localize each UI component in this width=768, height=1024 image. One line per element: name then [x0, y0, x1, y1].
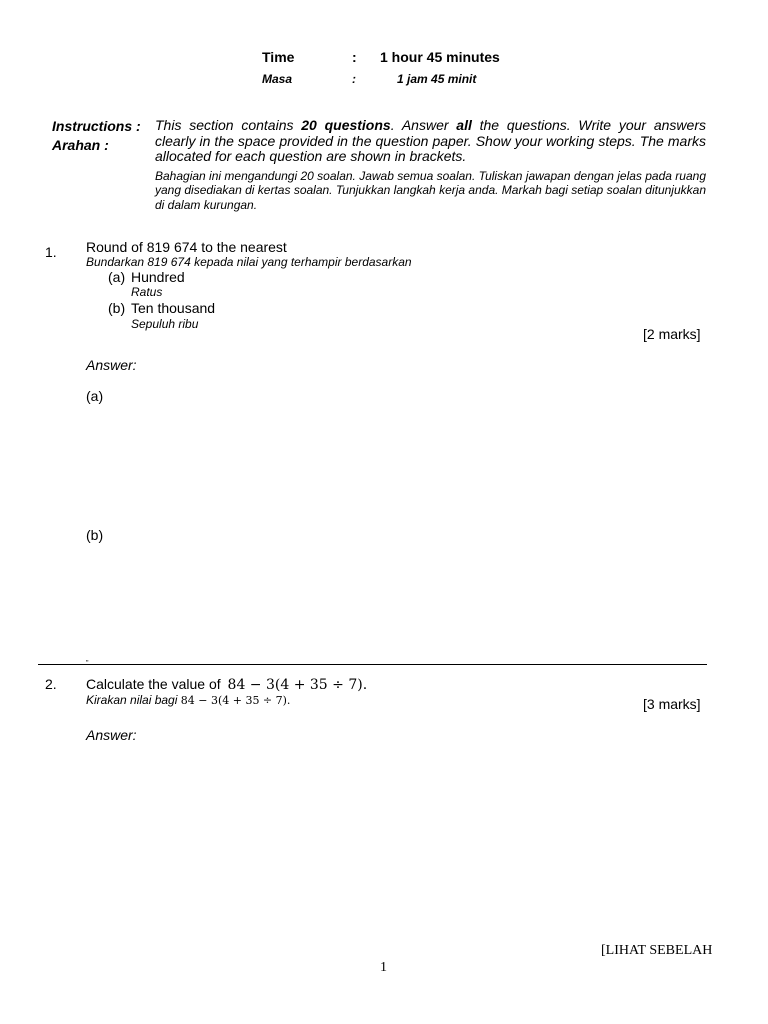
instructions-en-bold-all: all: [456, 117, 472, 133]
instructions-malay: Bahagian ini mengandungi 20 soalan. Jawab semua soalan. Tuliskan jawapan dengan jelas pada ruang yang disediakan di kertas soalan. Tunjukkan langkah kerja anda. Markah bagi setiap soalan ditunjukkan di dalam kurungan.: [155, 168, 706, 212]
q1-part-b-label: (b): [108, 300, 126, 316]
arahan-label: Arahan :: [52, 137, 109, 153]
masa-value: 1 jam 45 minit: [397, 72, 477, 86]
q2-text-en: Calculate the value of: [86, 676, 221, 692]
q2-answer-label: Answer:: [86, 727, 137, 743]
time-value: 1 hour 45 minutes: [380, 49, 500, 65]
q2-number: 2.: [45, 676, 57, 692]
instructions-body: [155, 118, 706, 212]
q2-text-my-line: [86, 693, 290, 707]
q1-part-a-my: Ratus: [131, 285, 163, 299]
q2-marks: [3 marks]: [643, 696, 701, 712]
q1-answer-label: Answer:: [86, 357, 137, 373]
q1-number: 1.: [45, 244, 57, 260]
instructions-en-part3: the questions. Write your answers clearly in the space provided in the question paper. Show your working steps. The marks allocated for each question are shown in brackets.: [155, 117, 706, 164]
time-colon: :: [352, 49, 357, 65]
masa-label: Masa: [262, 72, 293, 86]
masa-colon: :: [352, 72, 356, 86]
q1-text-my: Bundarkan 819 674 kepada nilai yang terhampir berdasarkan: [86, 255, 412, 269]
instructions-en-part1: This section contains: [155, 117, 302, 133]
page-turn-notice: [LIHAT SEBELAH: [601, 943, 713, 958]
instructions-english: [155, 118, 706, 165]
section-divider: [38, 664, 707, 665]
time-label: Time: [262, 49, 295, 65]
q2-text-my: Kirakan nilai bagi: [86, 693, 178, 707]
q1-part-a-label: (a): [108, 269, 126, 285]
q1-part-b-my: Sepuluh ribu: [131, 317, 199, 331]
q1-marks: [2 marks]: [643, 326, 701, 342]
instructions-en-part2: . Answer: [390, 117, 457, 133]
q1-answer-b: (b): [86, 527, 104, 543]
q1-part-b-en: Ten thousand: [131, 300, 216, 316]
q2-text-line: [86, 676, 367, 693]
q1-answer-a: (a): [86, 388, 104, 404]
instructions-en-bold-questions: 20 questions: [301, 117, 391, 133]
page-number: 1: [380, 960, 387, 975]
instructions-label: Instructions :: [52, 118, 141, 134]
q1-text-en: Round of 819 674 to the nearest: [86, 239, 287, 255]
q2-expression-small: 84 − 3(4 + 35 ÷ 7).: [180, 694, 291, 707]
q1-part-a-en: Hundred: [131, 269, 185, 285]
q2-expression: 84 − 3(4 + 35 ÷ 7).: [227, 677, 368, 693]
stray-mark: ": [86, 660, 89, 667]
